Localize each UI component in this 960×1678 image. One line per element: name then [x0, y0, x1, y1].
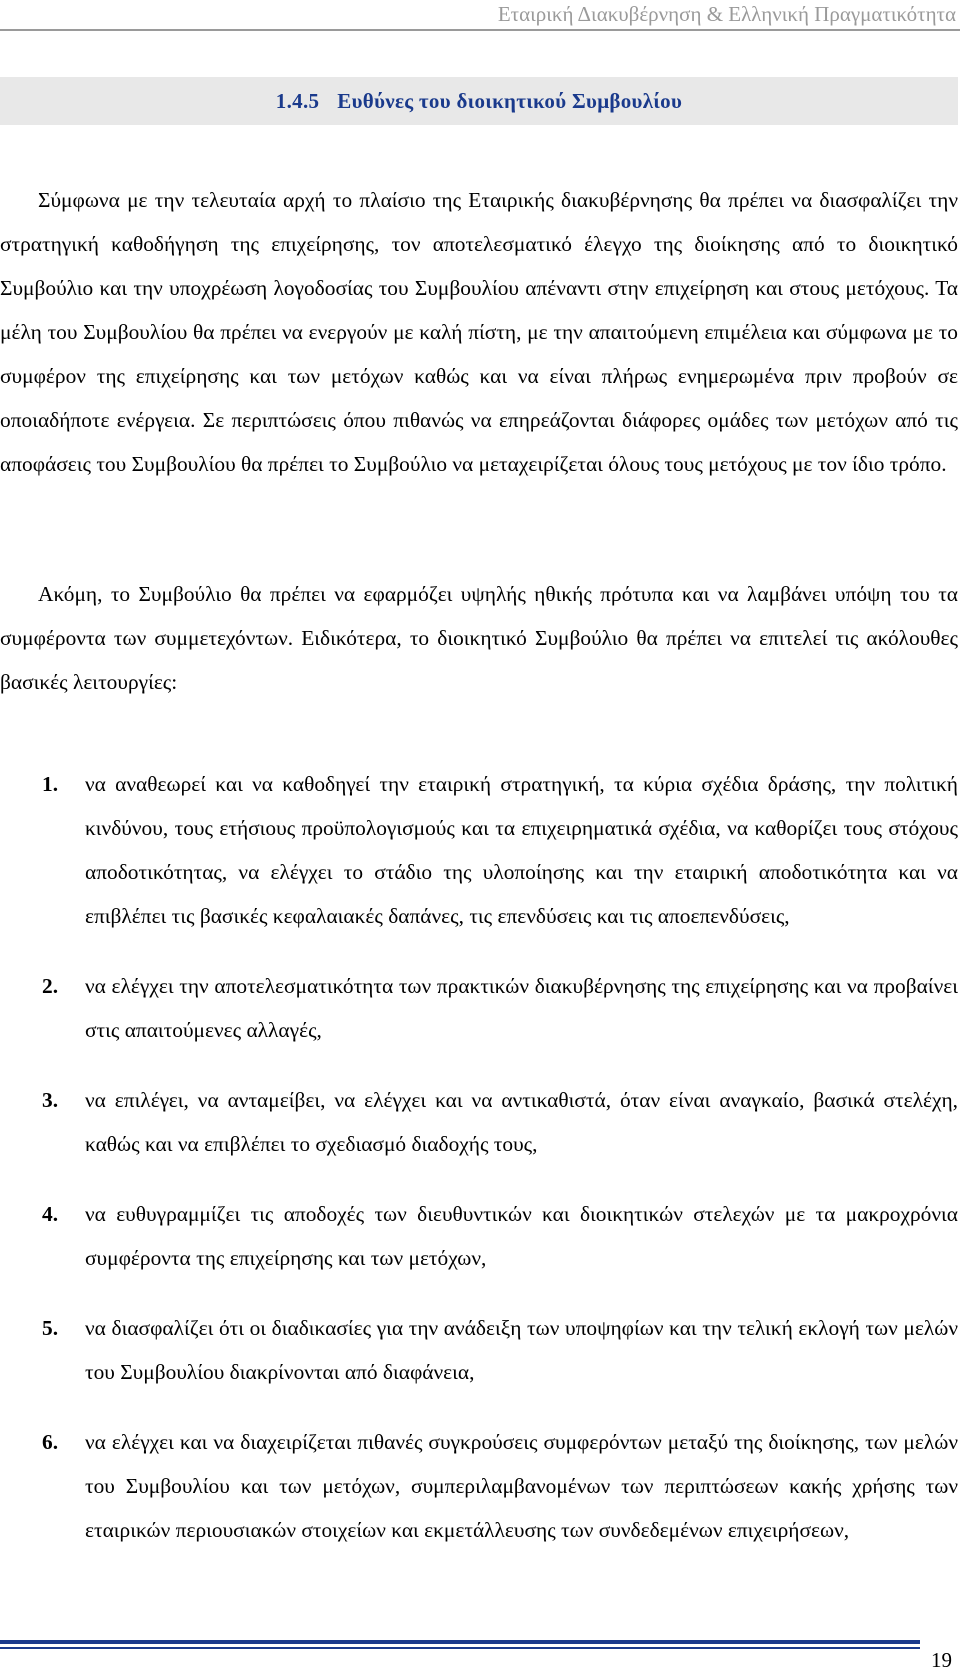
list-number: 2. [42, 974, 59, 998]
list-number: 4. [42, 1202, 59, 1226]
list-item [0, 1078, 958, 1166]
list-number: 3. [42, 1088, 59, 1112]
page-number: 19 [931, 1648, 952, 1672]
list-item [0, 964, 958, 1052]
footer-rule-thin [0, 1647, 920, 1649]
list-number: 1. [42, 772, 59, 796]
list-number: 5. [42, 1316, 59, 1340]
footer-rule-thick [0, 1640, 920, 1644]
header-rule [0, 29, 960, 31]
responsibilities-list [0, 762, 958, 1578]
list-text: να ελέγχει την αποτελεσματικότητα των πρακτικών διακυβέρνησης της επιχείρησης και να προβαίνει στις απαιτούμενες αλλαγές, [85, 974, 958, 1042]
running-header: Εταιρική Διακυβέρνηση & Ελληνική Πραγματικότητα [497, 2, 956, 26]
list-number: 6. [42, 1430, 59, 1454]
list-text: να ελέγχει και να διαχειρίζεται πιθανές συγκρούσεις συμφερόντων μεταξύ της διοίκησης, των μελών του Συμβουλίου και των μετόχων, συμπεριλαμβανομένων των περιπτώσεων κακής χρήσης των εταιρικών περιουσιακών στοιχείων και εκμετάλλευσης των συνδεδεμένων επιχειρήσεων, [85, 1430, 958, 1542]
section-heading [0, 77, 958, 125]
paragraph-2: Ακόμη, το Συμβούλιο θα πρέπει να εφαρμόζει υψηλής ηθικής πρότυπα και να λαμβάνει υπόψη του τα συμφέροντα των συμμετεχόντων. Ειδικότερα, το διοικητικό Συμβούλιο θα πρέπει να επιτελεί τις ακόλουθες βασικές λειτουργίες: [0, 582, 958, 694]
list-text: να επιλέγει, να ανταμείβει, να ελέγχει και να αντικαθιστά, όταν είναι αναγκαίο, βασικά στελέχη, καθώς και να επιβλέπει το σχεδιασμό διαδοχής τους, [85, 1088, 958, 1156]
section-title: Ευθύνες του διοικητικού Συμβουλίου [337, 89, 683, 113]
list-text: να αναθεωρεί και να καθοδηγεί την εταιρική στρατηγική, τα κύρια σχέδια δράσης, την πολιτική κινδύνου, τους ετήσιους προϋπολογισμούς και τα επιχειρηματικά σχέδια, να καθορίζει τους στόχους αποδοτικότητας, να ελέγχει το στάδιο της υλοποίησης και την εταιρική αποδοτικότητα και να επιβλέπει τις βασικές κεφαλαιακές δαπάνες, τις επενδύσεις και τις αποεπενδύσεις, [85, 772, 958, 928]
list-text: να διασφαλίζει ότι οι διαδικασίες για την ανάδειξη των υποψηφίων και την τελική εκλογή των μελών του Συμβουλίου διακρίνονται από διαφάνεια, [85, 1316, 958, 1384]
list-item [0, 762, 958, 938]
list-text: να ευθυγραμμίζει τις αποδοχές των διευθυντικών και διοικητικών στελεχών με τα μακροχρόνια συμφέροντα της επιχείρησης και των μετόχων, [85, 1202, 958, 1270]
paragraph-1: Σύμφωνα με την τελευταία αρχή το πλαίσιο της Εταιρικής διακυβέρνησης θα πρέπει να διασφαλίζει την στρατηγική καθοδήγηση της επιχείρησης, τον αποτελεσματικό έλεγχο της διοίκησης από το διοικητικό Συμβούλιο και την υποχρέωση λογοδοσίας του Συμβουλίου απέναντι στην επιχείρηση και στους μετόχους. Τα μέλη του Συμβουλίου θα πρέπει να ενεργούν με καλή πίστη, με την απαιτούμενη επιμέλεια και σύμφωνα με το συμφέρον της επιχείρησης και των μετόχων καθώς και να είναι πλήρως ενημερωμένα πριν προβούν σε οποιαδήποτε ενέργεια. Σε περιπτώσεις όπου πιθανώς να επηρεάζονται διάφορες ομάδες των μετόχων από τις αποφάσεις του Συμβουλίου θα πρέπει το Συμβούλιο να μεταχειρίζεται όλους τους μετόχους με τον ίδιο τρόπο. [0, 188, 958, 476]
section-number: 1.4.5 [275, 89, 320, 113]
list-item [0, 1192, 958, 1280]
list-item [0, 1306, 958, 1394]
list-item [0, 1420, 958, 1552]
